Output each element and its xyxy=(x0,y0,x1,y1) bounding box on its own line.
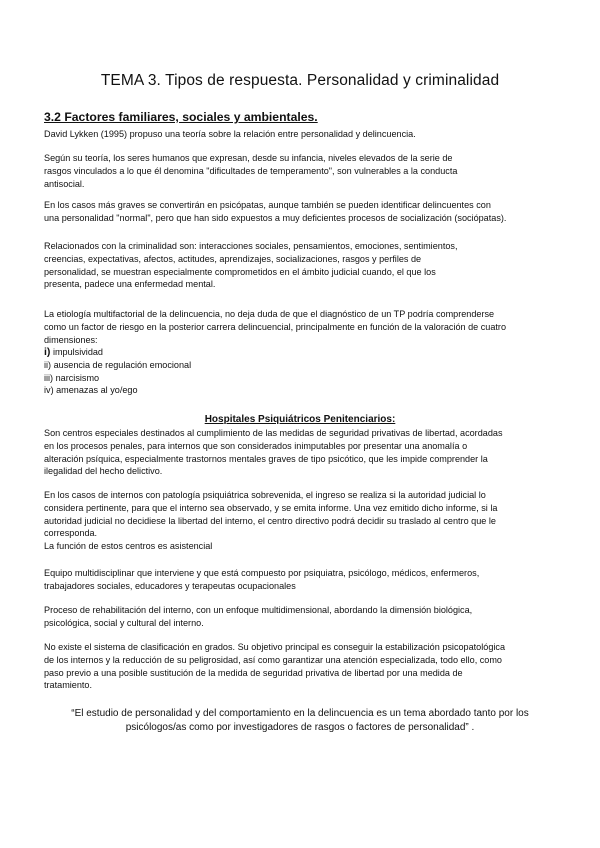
text-line: considera pertinente, para que el interno sea observado, y se emita informe. Una vez emitido dicho informe, si la xyxy=(44,502,498,513)
text-line: dimensiones: xyxy=(44,334,98,345)
list-item xyxy=(44,346,560,359)
paragraph-supervening-pathology xyxy=(44,489,560,553)
text-line: En los casos más graves se convertirán en psicópatas, aunque también se pueden identificar delincuentes con xyxy=(44,200,491,210)
text-line: ilegalidad del hecho delictivo. xyxy=(44,466,163,477)
text-line: La función de estos centros es asistencial xyxy=(44,541,213,552)
text-line: La etiología multifactorial de la delincuencia, no deja duda de que el diagnóstico de un TP podría comprenderse xyxy=(44,309,495,319)
text-line: Según su teoría, los seres humanos que expresan, desde su infancia, niveles elevados de la serie de xyxy=(44,153,453,163)
paragraph-rehabilitation xyxy=(44,604,560,630)
text-line: presenta, padece una enfermedad mental. xyxy=(44,279,216,290)
paragraph-classification xyxy=(44,641,560,692)
paragraph-theory xyxy=(44,152,560,190)
text-line: No existe el sistema de clasificación en grados. Su objetivo principal es conseguir la estabilización psicopatológica xyxy=(44,642,506,652)
text-line: psicológica, social y cultural del interno. xyxy=(44,617,204,628)
text-line: David Lykken (1995) propuso una teoría sobre la relación entre personalidad y delincuencia. xyxy=(44,129,416,139)
text-line: tratamiento. xyxy=(44,680,93,691)
list-marker: i) xyxy=(44,346,51,358)
paragraph-hospital-centers xyxy=(44,427,560,478)
closing-quote xyxy=(30,707,570,735)
text-line: corresponda. xyxy=(44,528,98,539)
section-heading: 3.2 Factores familiares, sociales y ambientales. xyxy=(44,110,318,124)
text-line: en los procesos penales, para internos que son considerados inimputables por presentar una anomalía o xyxy=(44,440,468,451)
dimensions-list xyxy=(44,346,560,397)
text-line: Son centros especiales destinados al cumplimiento de las medidas de seguridad privativas de libertad, acordadas xyxy=(44,428,503,438)
paragraph-lykken xyxy=(44,128,560,141)
hospital-heading: Hospitales Psiquiátricos Penitenciarios: xyxy=(204,414,396,425)
text-line: de los internos y la reducción de su peligrosidad, así como garantizar una atención especializada, todo ello, como xyxy=(44,654,502,665)
text-line: autoridad judicial no decidiese la libertad del interno, el centro directivo podrá decidir su traslado al centro que le xyxy=(44,515,496,526)
list-item: iii) narcisismo xyxy=(44,372,100,383)
text-line: Relacionados con la criminalidad son: interacciones sociales, pensamientos, emociones, sentimientos, xyxy=(44,241,458,251)
text-line: personalidad, se muestran especialmente comprometidos en el ámbito judicial cuando, el que los xyxy=(44,266,436,277)
paragraph-psychopaths xyxy=(44,199,560,225)
text-line: rasgos vinculados a lo que él denomina "dificultades de temperamento", son vulnerables a la conducta xyxy=(44,165,458,176)
text-line: antisocial. xyxy=(44,178,85,189)
text-line: Proceso de rehabilitación del interno, con un enfoque multidimensional, abordando la dimensión biológica, xyxy=(44,605,473,615)
text-line: “El estudio de personalidad y del comportamiento en la delincuencia es un tema abordado tanto por los xyxy=(71,708,529,719)
text-line: psicólogos/as como por investigadores de rasgos o factores de personalidad” . xyxy=(125,722,475,733)
paragraph-criminality xyxy=(44,240,560,291)
text-line: Equipo multidisciplinar que interviene y que está compuesto por psiquiatra, psicólogo, médicos, enfermeros, xyxy=(44,568,480,578)
text-line: alteración psíquica, especialmente trastornos mentales graves de tipo psicótico, que les impide comprender la xyxy=(44,453,488,464)
text-line: una personalidad "normal", pero que han sido expuestos a muy deficientes procesos de socialización (sociópatas). xyxy=(44,212,507,223)
list-item: ii) ausencia de regulación emocional xyxy=(44,359,192,370)
text-line: como un factor de riesgo en la posterior carrera delincuencial, principalmente en función de la valoración de cuatro xyxy=(44,321,507,332)
paragraph-team xyxy=(44,567,560,593)
text-line: creencias, expectativas, afectos, actitudes, aprendizajes, socializaciones, rasgos y perfiles de xyxy=(44,253,422,264)
text-line: paso previo a una posible sustitución de la medida de seguridad privativa de libertad por una medida de xyxy=(44,667,463,678)
list-item-text: impulsividad xyxy=(50,347,103,357)
text-line: En los casos de internos con patología psiquiátrica sobrevenida, el ingreso se realiza si la autoridad judicial lo xyxy=(44,490,486,500)
text-line: trabajadores sociales, educadores y terapeutas ocupacionales xyxy=(44,580,296,591)
list-item: iv) amenazas al yo/ego xyxy=(44,385,138,396)
page-title: TEMA 3. Tipos de respuesta. Personalidad y criminalidad xyxy=(100,72,500,89)
paragraph-etiology xyxy=(44,308,560,346)
